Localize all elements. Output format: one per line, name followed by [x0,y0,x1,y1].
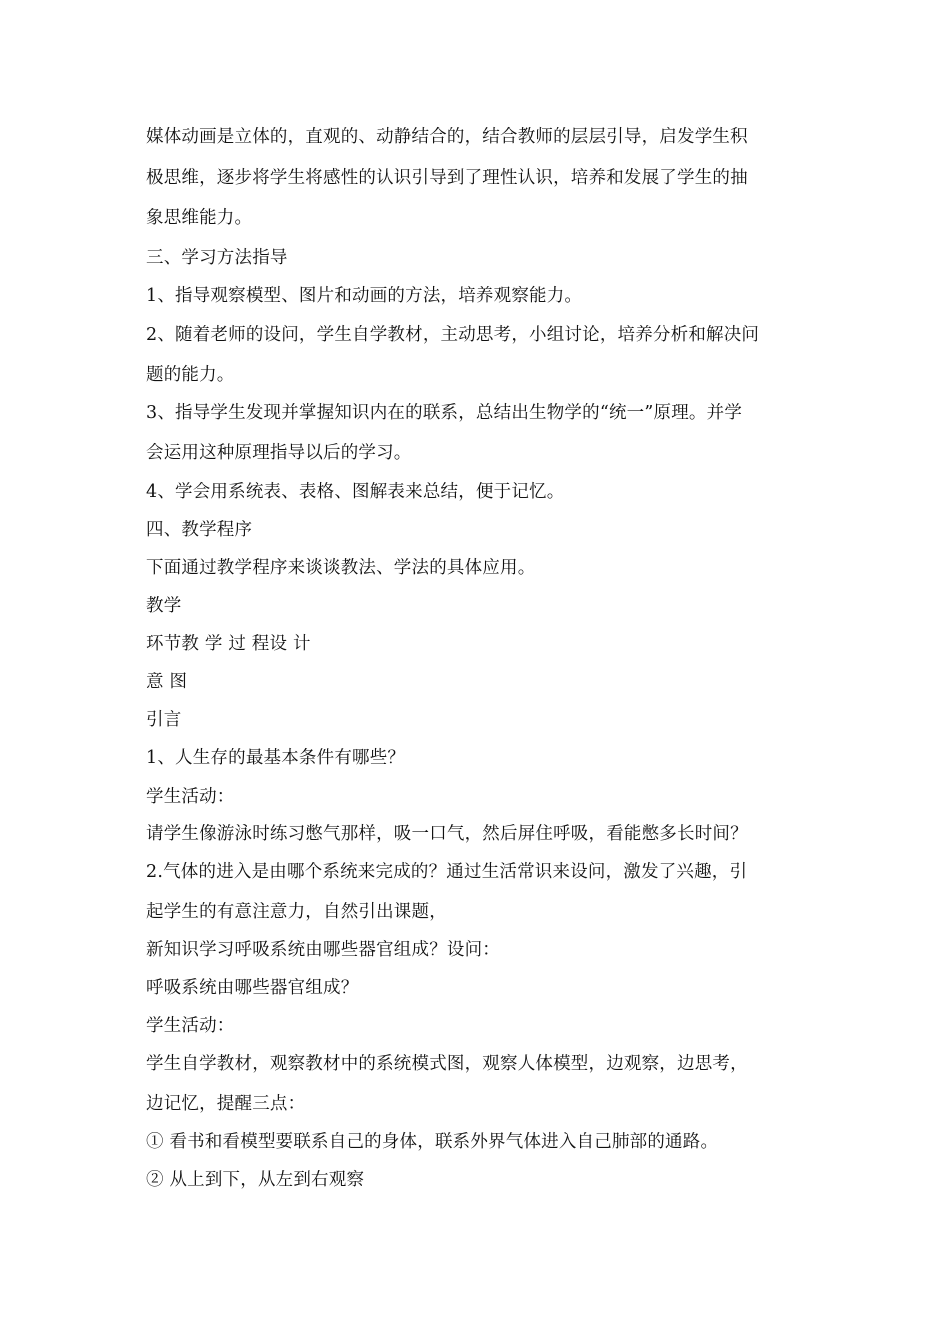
text-line: 起学生的有意注意力，自然引出课题， [146,902,447,922]
text-line: 环节教 学 过 程设 计 [146,634,311,654]
text-line: 学生自学教材，观察教材中的系统模式图，观察人体模型，边观察，边思考， [146,1054,748,1074]
text-line: 1、指导观察模型、图片和动画的方法，培养观察能力。 [146,286,583,306]
text-line: 新知识学习呼吸系统由哪些器官组成？设问： [146,940,500,960]
text-line: 2.气体的进入是由哪个系统来完成的？通过生活常识来设问，激发了兴趣，引 [146,862,748,882]
text-line: 边记忆，提醒三点： [146,1094,306,1114]
text-line: 请学生像游泳时练习憋气那样，吸一口气，然后屏住呼吸，看能憋多长时间？ [146,824,748,844]
text-line: ② 从上到下，从左到右观察 [146,1170,365,1190]
text-line: 意 图 [146,672,188,692]
text-line: 引言 [146,710,182,730]
section-heading: 四、教学程序 [146,520,253,540]
text-line: 下面通过教学程序来谈谈教法、学法的具体应用。 [146,558,536,578]
text-line: 媒体动画是立体的，直观的、动静结合的，结合教师的层层引导，启发学生积 [146,127,748,147]
text-line: 教学 [146,596,182,616]
text-line: 学生活动： [146,787,235,807]
text-line: ① 看书和看模型要联系自己的身体，联系外界气体进入自己肺部的通路。 [146,1132,719,1152]
text-line: 会运用这种原理指导以后的学习。 [146,443,412,463]
text-line: 1、人生存的最基本条件有哪些？ [146,748,406,768]
text-line: 题的能力。 [146,365,235,385]
text-line: 象思维能力。 [146,208,253,228]
text-line: 3、指导学生发现并掌握知识内在的联系，总结出生物学的“统一”原理。并学 [146,403,743,423]
text-line: 呼吸系统由哪些器官组成？ [146,978,359,998]
text-line: 极思维，逐步将学生将感性的认识引导到了理性认识，培养和发展了学生的抽 [146,168,748,188]
section-heading: 三、学习方法指导 [146,248,288,268]
text-line: 4、学会用系统表、表格、图解表来总结，便于记忆。 [146,482,565,502]
text-line: 2、随着老师的设问，学生自学教材，主动思考，小组讨论，培养分析和解决问 [146,325,760,345]
text-line: 学生活动： [146,1016,235,1036]
